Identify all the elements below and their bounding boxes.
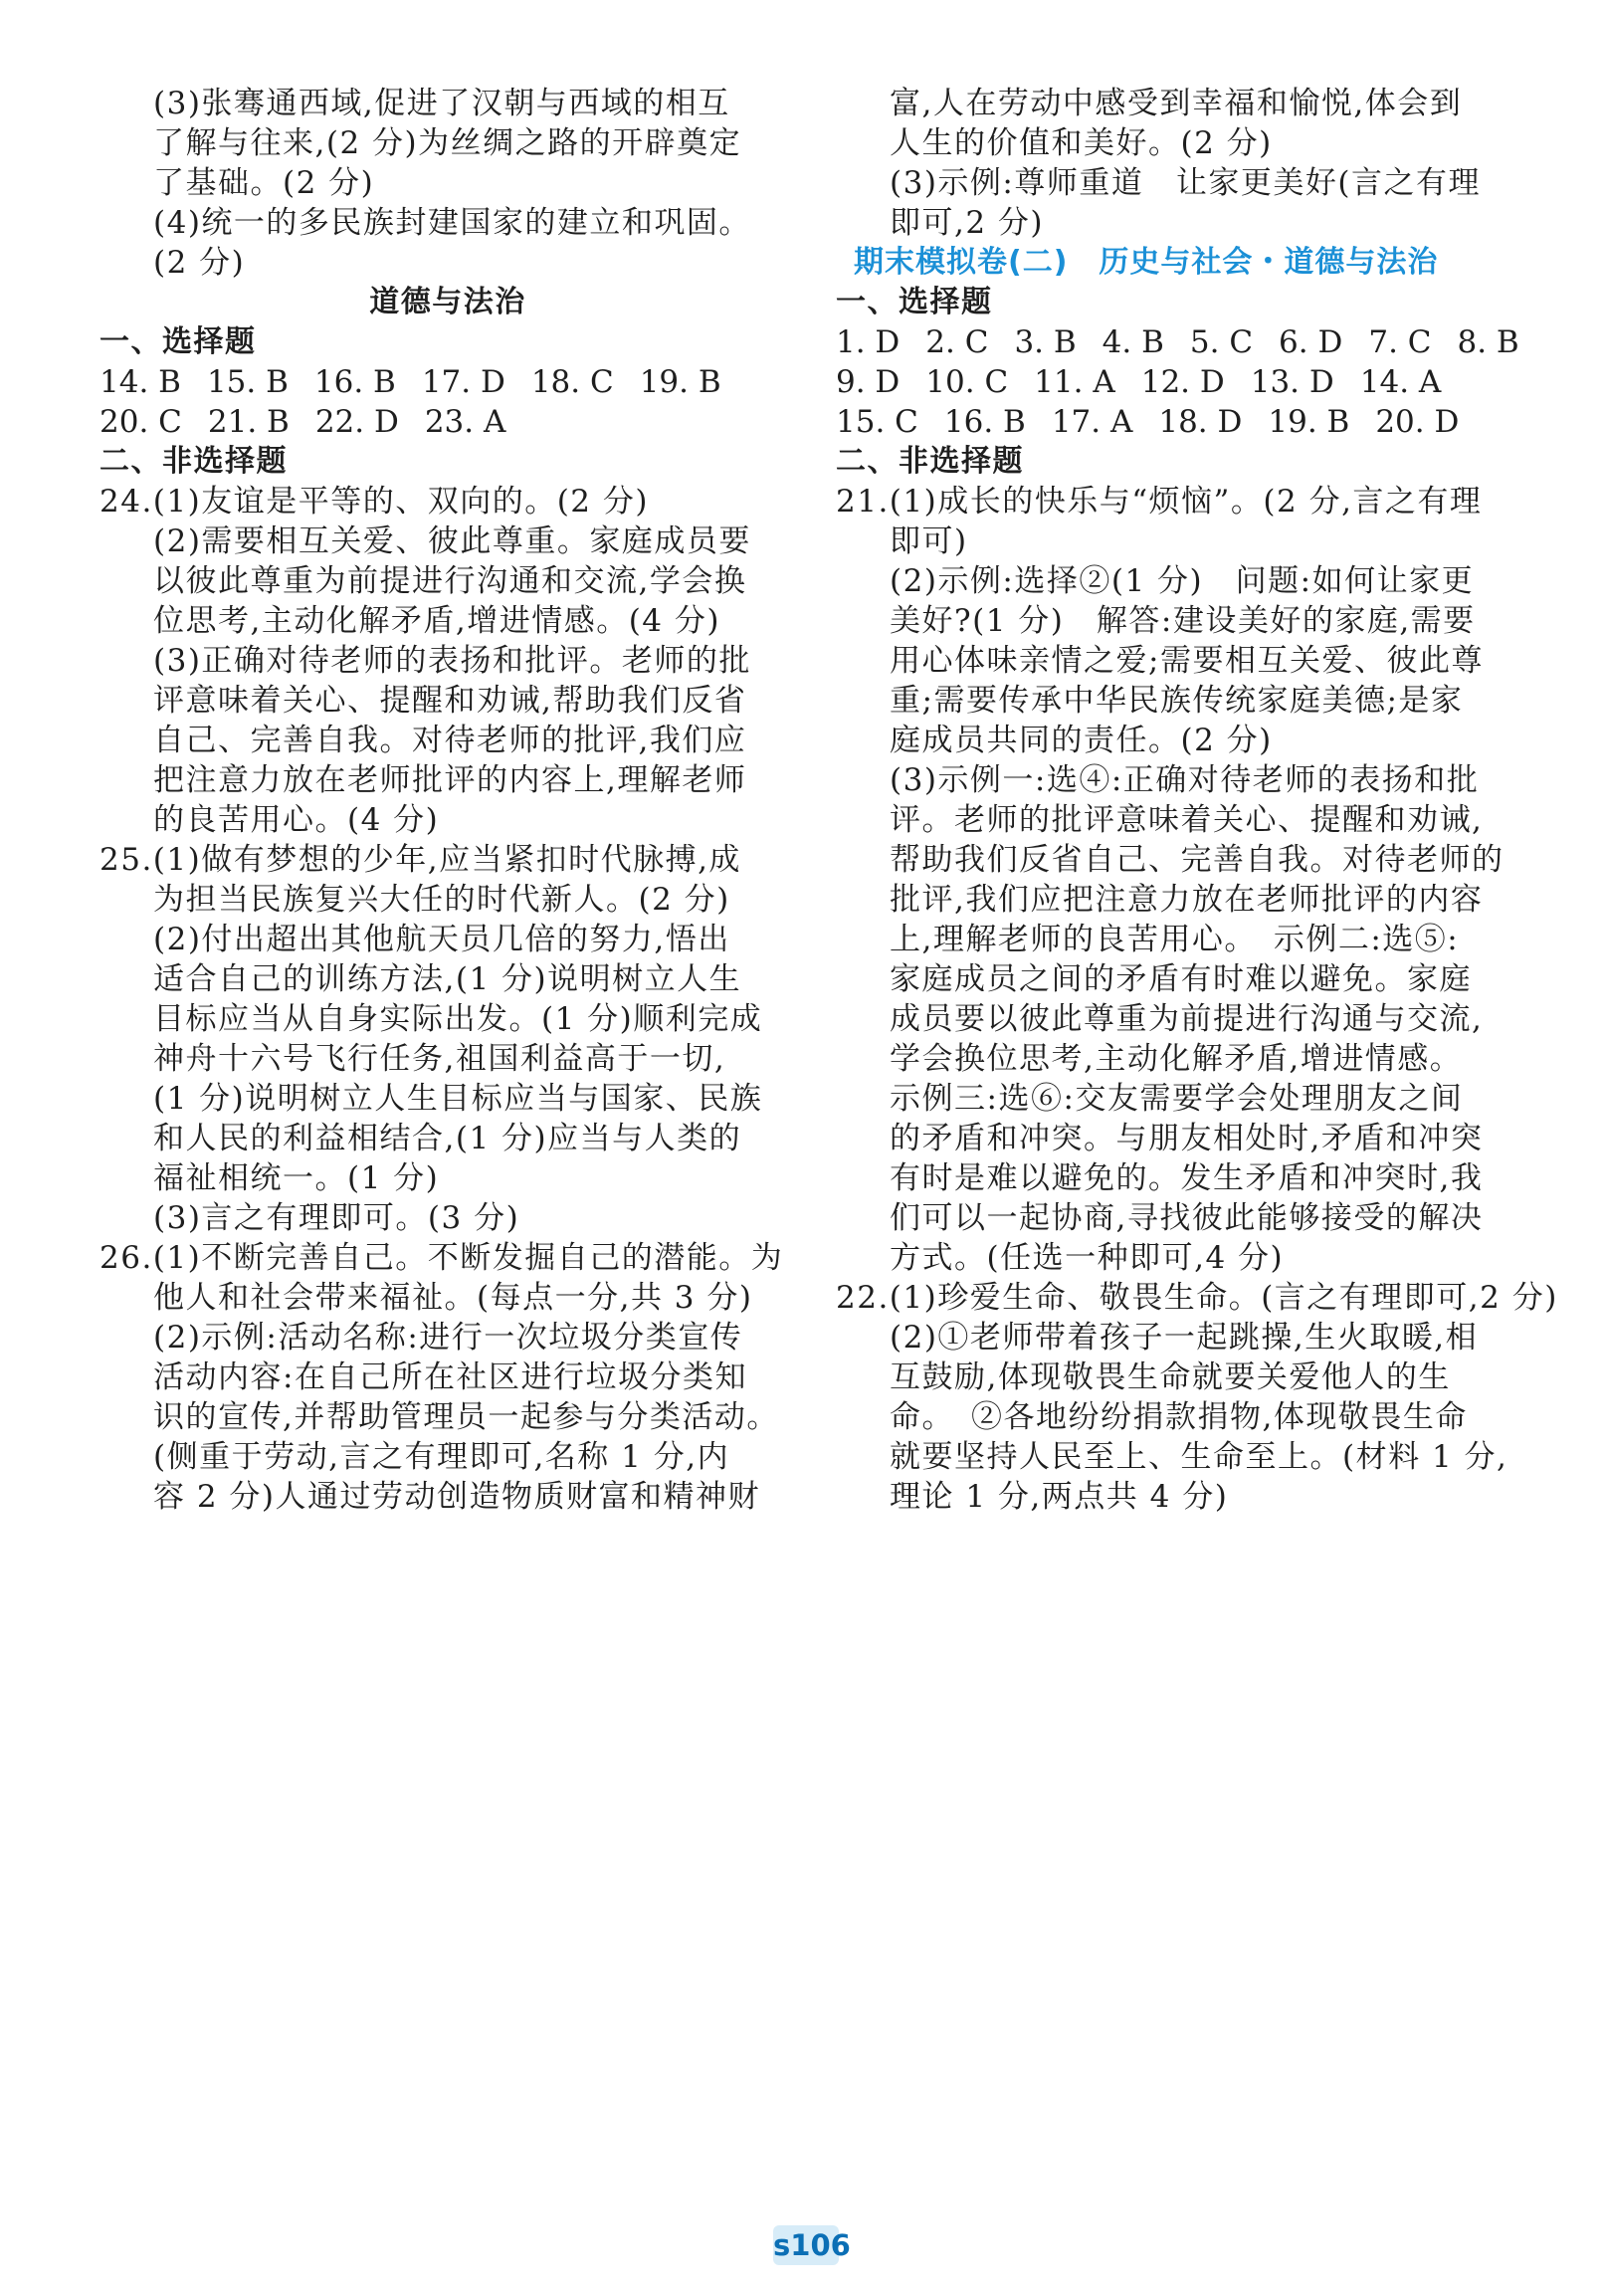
answer-item: 19. B: [639, 364, 721, 400]
answer-item: 22. D: [314, 404, 399, 440]
text-line: 他人和社会带来福祉。(每点一分,共 3 分): [153, 1280, 753, 1316]
text-line: 家庭成员之间的矛盾有时难以避免。家庭: [890, 961, 1472, 997]
text-line: 适合自己的训练方法,(1 分)说明树立人生: [153, 961, 742, 997]
text-line: 的良苦用心。(4 分): [153, 802, 440, 838]
text-line: 理论 1 分,两点共 4 分): [890, 1479, 1229, 1515]
text-line: 了基础。(2 分): [153, 165, 375, 201]
answer-row: [836, 360, 1467, 404]
text-line: 有时是难以避免的。发生矛盾和冲突时,我: [890, 1160, 1484, 1196]
answer-item: 19. B: [1268, 404, 1350, 440]
text-line: 目标应当从自身实际出发。(1 分)顺利完成: [153, 1001, 763, 1037]
text-line: (3)言之有理即可。(3 分): [153, 1200, 520, 1236]
text-line: 神舟十六号飞行任务,祖国利益高于一切,: [153, 1041, 726, 1077]
text-line: (2)示例:选择②(1 分) 问题:如何让家更: [890, 563, 1475, 599]
text-line: 25.(1)做有梦想的少年,应当紧扣时代脉搏,成: [100, 842, 741, 878]
answer-item: 18. D: [1158, 404, 1243, 440]
text-line: 22.(1)珍爱生命、敬畏生命。(言之有理即可,2 分): [836, 1280, 1558, 1316]
text-line: 福祉相统一。(1 分): [153, 1160, 440, 1196]
text-line: 21.(1)成长的快乐与“烦恼”。(2 分,言之有理: [836, 484, 1483, 520]
answer-item: 21. B: [207, 404, 290, 440]
answer-item: 23. A: [424, 404, 506, 440]
text-line: 24.(1)友谊是平等的、双向的。(2 分): [100, 484, 649, 520]
text-line: (2)①老师带着孩子一起跳操,生火取暖,相: [890, 1320, 1479, 1356]
answer-item: 8. B: [1457, 324, 1519, 360]
answer-item: 11. A: [1034, 364, 1115, 400]
text-line: 批评,我们应把注意力放在老师批评的内容: [890, 882, 1484, 918]
text-line: 评意味着关心、提醒和劝诫,帮助我们反省: [153, 683, 747, 719]
text-line: 庭成员共同的责任。(2 分): [890, 723, 1273, 758]
text-line: 美好?(1 分) 解答:建设美好的家庭,需要: [890, 603, 1476, 639]
text-line: 自己、完善自我。对待老师的批评,我们应: [153, 723, 747, 758]
answer-item: 20. D: [1375, 404, 1460, 440]
answer-item: 7. C: [1368, 324, 1432, 360]
text-line: 活动内容:在自己所在社区进行垃圾分类知: [153, 1359, 747, 1395]
answer-row: [836, 320, 1545, 364]
text-line: 位思考,主动化解矛盾,增进情感。(4 分): [153, 603, 720, 639]
answer-item: 15. C: [836, 404, 918, 440]
answer-item: 16. B: [943, 404, 1026, 440]
text-line: (2)付出超出其他航天员几倍的努力,悟出: [153, 922, 730, 957]
text-line: 把注意力放在老师批评的内容上,理解老师: [153, 762, 747, 798]
text-line: 用心体味亲情之爱;需要相互关爱、彼此尊: [890, 643, 1484, 679]
answer-item: 15. B: [206, 364, 289, 400]
answer-item: 20. C: [100, 404, 182, 440]
text-line: 以彼此尊重为前提进行沟通和交流,学会换: [153, 563, 747, 599]
text-line: (侧重于劳动,言之有理即可,名称 1 分,内: [153, 1439, 730, 1475]
answer-row: [100, 360, 747, 404]
text-line: 重;需要传承中华民族传统家庭美德;是家: [890, 683, 1464, 719]
answer-item: 10. C: [925, 364, 1009, 400]
answer-item: 14. A: [1359, 364, 1442, 400]
text-line: (2)需要相互关爱、彼此尊重。家庭成员要: [153, 523, 751, 559]
text-line: (2 分): [153, 245, 246, 281]
answer-row: [100, 400, 531, 444]
text-line: 命。 ②各地纷纷捐款捐物,体现敬畏生命: [890, 1399, 1468, 1435]
section-heading: 二、非选择题: [836, 444, 1024, 479]
text-line: 示例三:选⑥:交友需要学会处理朋友之间: [890, 1081, 1464, 1117]
text-line: 富,人在劳动中感受到幸福和愉悦,体会到: [890, 86, 1463, 121]
text-line: (3)张骞通西域,促进了汉朝与西域的相互: [153, 86, 730, 121]
text-line: (2)示例:活动名称:进行一次垃圾分类宣传: [153, 1320, 743, 1356]
text-line: 即可,2 分): [890, 205, 1045, 241]
text-line: 们可以一起协商,寻找彼此能够接受的解决: [890, 1200, 1484, 1236]
exam-section-title: 期末模拟卷(二) 历史与社会・道德与法治: [854, 245, 1439, 280]
answer-item: 18. C: [530, 364, 614, 400]
answer-row: [836, 400, 1485, 444]
answer-item: 5. C: [1189, 324, 1254, 360]
text-line: 帮助我们反省自己、完善自我。对待老师的: [890, 842, 1505, 878]
text-line: 成员要以彼此尊重为前提进行沟通与交流,: [890, 1001, 1484, 1037]
answer-item: 17. A: [1051, 404, 1133, 440]
text-line: 即可): [890, 523, 968, 559]
text-line: 方式。(任选一种即可,4 分): [890, 1240, 1285, 1276]
text-line: 和人民的利益相结合,(1 分)应当与人类的: [153, 1121, 742, 1156]
answer-item: 17. D: [421, 364, 505, 400]
section-heading: 一、选择题: [836, 285, 993, 319]
text-line: 的矛盾和冲突。与朋友相处时,矛盾和冲突: [890, 1121, 1484, 1156]
text-line: 识的宣传,并帮助管理员一起参与分类活动。: [153, 1399, 779, 1435]
page-number: s106: [773, 2225, 839, 2265]
answer-item: 12. D: [1140, 364, 1225, 400]
answer-item: 13. D: [1250, 364, 1334, 400]
text-line: 上,理解老师的良苦用心。 示例二:选⑤:: [890, 922, 1460, 957]
text-line: 评。老师的批评意味着关心、提醒和劝诫,: [890, 802, 1484, 838]
text-line: 人生的价值和美好。(2 分): [890, 125, 1273, 161]
answer-item: 3. B: [1014, 324, 1077, 360]
text-line: (3)示例一:选④:正确对待老师的表扬和批: [890, 762, 1480, 798]
text-line: 26.(1)不断完善自己。不断发掘自己的潜能。为: [100, 1240, 784, 1276]
section-title: 道德与法治: [369, 285, 526, 319]
text-line: 互鼓励,体现敬畏生命就要关爱他人的生: [890, 1359, 1451, 1395]
text-line: 为担当民族复兴大任的时代新人。(2 分): [153, 882, 730, 918]
text-line: (3)示例:尊师重道 让家更美好(言之有理: [890, 165, 1481, 201]
text-line: 容 2 分)人通过劳动创造物质财富和精神财: [153, 1479, 761, 1515]
answer-item: 1. D: [836, 324, 901, 360]
answer-item: 2. C: [925, 324, 989, 360]
answer-item: 4. B: [1102, 324, 1164, 360]
text-line: 学会换位思考,主动化解矛盾,增进情感。: [890, 1041, 1463, 1077]
answer-item: 16. B: [313, 364, 396, 400]
section-heading: 二、非选择题: [100, 444, 288, 479]
text-line: (1 分)说明树立人生目标应当与国家、民族: [153, 1081, 763, 1117]
text-line: 了解与往来,(2 分)为丝绸之路的开辟奠定: [153, 125, 742, 161]
text-line: (3)正确对待老师的表扬和批评。老师的批: [153, 643, 751, 679]
answer-item: 9. D: [836, 364, 901, 400]
section-heading: 一、选择题: [100, 324, 257, 359]
answer-item: 14. B: [100, 364, 181, 400]
answer-item: 6. D: [1279, 324, 1343, 360]
text-line: (4)统一的多民族封建国家的建立和巩固。: [153, 205, 751, 241]
text-line: 就要坚持人民至上、生命至上。(材料 1 分,: [890, 1439, 1508, 1475]
